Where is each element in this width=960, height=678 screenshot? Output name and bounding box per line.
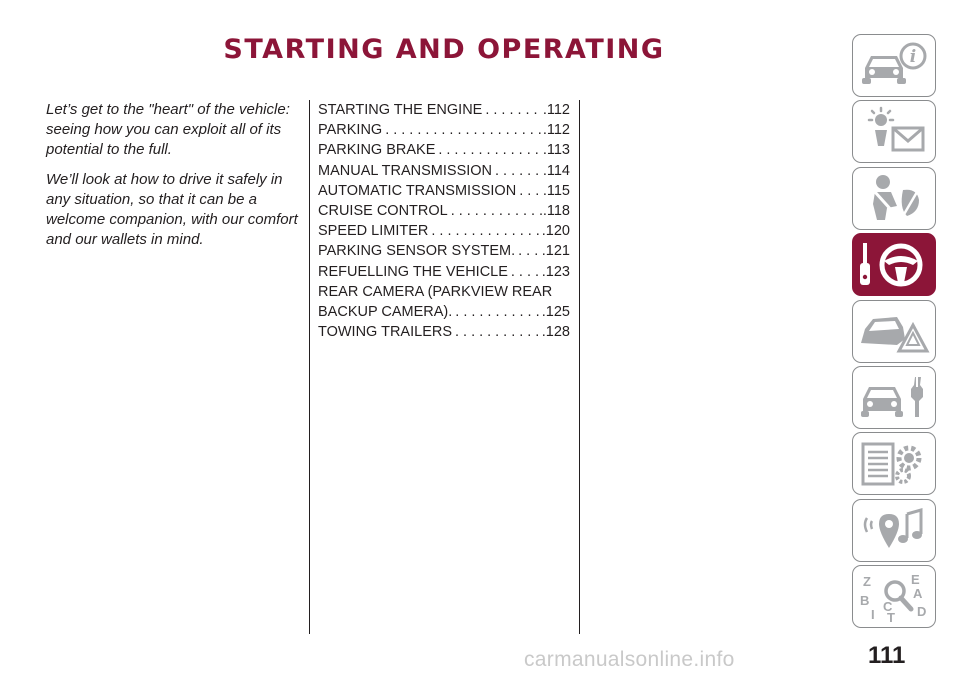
toc-entry-label: BACKUP CAMERA). [318,304,453,321]
toc-entry-label: TOWING TRAILERS [318,324,453,341]
multimedia-icon [857,504,931,556]
steering-wheel-key-icon [857,239,931,291]
toc-entry[interactable] [318,181,570,201]
chapter-tab-technical-data[interactable] [852,432,936,495]
svg-text:i: i [909,46,917,67]
toc-leader [385,120,542,140]
toc-entry-page: .115 [542,182,570,199]
toc-entry-label: PARKING [318,122,383,139]
toc-entry-page: .123 [541,263,570,280]
toc-leader [519,181,542,201]
toc-leader [431,221,540,241]
toc-entry-page: .112 [542,122,570,139]
chapter-tab-knowing-vehicle[interactable] [852,34,936,97]
intro-text [46,100,302,260]
svg-text:C: C [883,598,893,614]
svg-text:B: B [860,592,870,608]
chapter-tabs [852,34,936,632]
toc-entry-label: PARKING SENSOR SYSTEM. [318,243,516,260]
page-number: 111 [868,642,906,669]
svg-text:A: A [913,585,923,601]
toc-leader [455,322,541,342]
toc-leader [451,201,542,221]
emergency-icon [857,305,931,357]
svg-text:D: D [917,603,927,619]
svg-text:T: T [887,609,895,623]
intro-paragraph: Let’s get to the "heart" of the vehicle: seeing how you can exploit all of its potential to the full. [46,101,290,158]
toc-entry-label: MANUAL TRANSMISSION [318,162,493,179]
toc-entry-page: .118 [542,203,570,220]
toc-entry-page: .113 [542,142,570,159]
safety-seat-icon [857,172,931,224]
toc-entry-label: STARTING THE ENGINE [318,102,483,118]
chapter-tab-multimedia[interactable] [852,499,936,562]
toc-entry-label: AUTOMATIC TRANSMISSION [318,182,517,199]
svg-text:E: E [911,571,920,587]
chapter-tab-index[interactable] [852,565,936,628]
toc-entry-page: .120 [541,223,570,240]
toc-entry-page: .128 [541,324,570,341]
index-icon [857,571,931,623]
toc-leader [518,241,541,261]
car-info-icon [857,40,931,92]
toc-entry[interactable] [318,140,570,160]
toc-entry[interactable] [318,120,570,140]
toc-entry-label: REFUELLING THE VEHICLE [318,263,508,280]
toc-leader [485,100,541,120]
toc-leader [455,302,540,322]
toc-entry-page: .121 [541,243,570,260]
toc-leader [495,161,542,181]
column-divider [309,100,310,634]
toc-entry[interactable] [318,161,570,181]
toc-entry-label: CRUISE CONTROL [318,203,448,220]
chapter-tab-safety[interactable] [852,167,936,230]
page-title: STARTING AND OPERATING [223,34,665,65]
toc-entry[interactable] [318,262,570,282]
toc-entry[interactable] [318,241,570,261]
toc-entry-first-line[interactable]: REAR CAMERA (PARKVIEW REAR [318,283,553,300]
toc-entry-label: SPEED LIMITER [318,223,429,240]
chapter-tab-warning-lights[interactable] [852,100,936,163]
column-divider [579,100,580,634]
watermark: carmanualsonline.info [524,648,735,671]
toc-entry-page: .112 [542,102,570,118]
toc-entry-page: .114 [542,162,570,179]
toc-entry[interactable] [318,322,570,342]
warning-lights-icon [857,106,931,158]
chapter-tab-maintenance[interactable] [852,366,936,429]
toc-entry-label: PARKING BRAKE [318,142,436,159]
svg-text:I: I [871,606,875,622]
toc-entry[interactable] [318,221,570,241]
technical-data-icon [857,438,931,490]
toc-entry-page: .125 [541,304,570,321]
toc-entry[interactable] [318,201,570,221]
toc-entry[interactable] [318,302,570,322]
chapter-tab-emergency[interactable] [852,300,936,363]
svg-text:Z: Z [863,573,871,589]
toc-entry[interactable] [318,100,570,120]
intro-paragraph: We’ll look at how to drive it safely in any situation, so that it can be a welcome companion, with our comfort and our wallets in mind. [46,171,298,248]
toc-leader [438,140,541,160]
chapter-tab-starting-operating[interactable] [852,233,936,296]
maintenance-icon [857,371,931,423]
table-of-contents [318,100,570,342]
toc-leader [511,262,541,282]
